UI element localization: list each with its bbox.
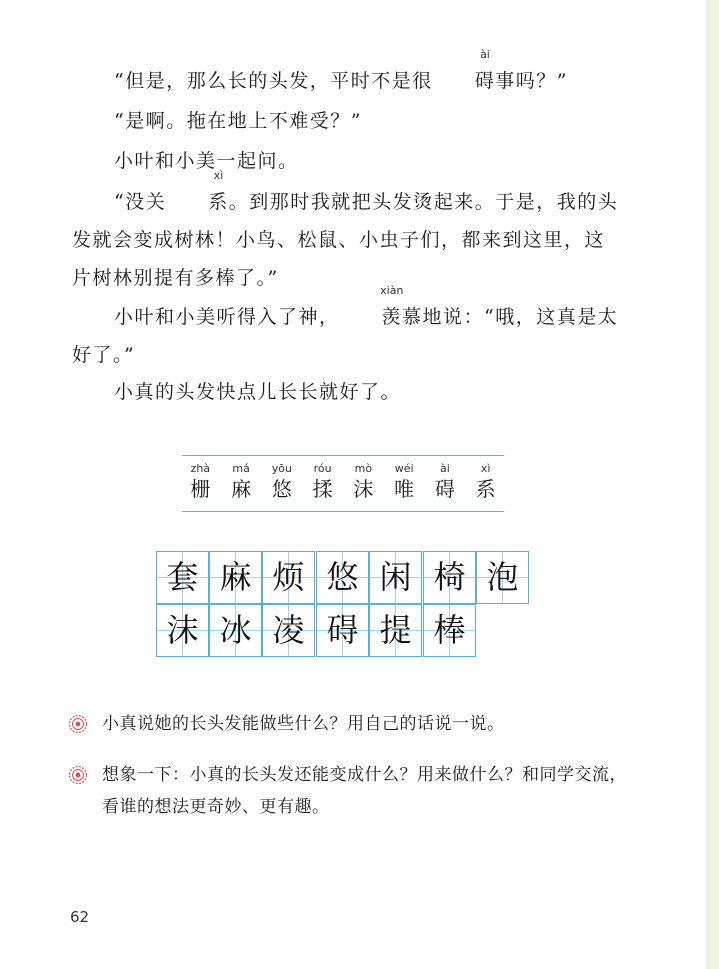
annotated-char: 碍 <box>474 70 496 92</box>
grid-char-cell: 棒 <box>423 604 476 657</box>
vocab-item <box>345 462 382 502</box>
vocab-item <box>304 462 341 502</box>
grid-char-cell: 椅 <box>423 551 476 604</box>
annotated-char: 系 <box>208 191 229 213</box>
vocab-item <box>223 462 260 502</box>
annotated-char: 羡 <box>381 306 403 328</box>
vocab-item <box>182 462 219 502</box>
vocab-item <box>467 462 504 502</box>
grid-char-cell: 凌 <box>262 604 315 657</box>
paragraph-5-text-a: 小叶和小美听得入了神， <box>114 306 340 328</box>
vocab-pinyin: zhà <box>190 462 211 475</box>
grid-char-cell: 麻 <box>209 551 262 604</box>
question-text: 小真说她的长头发能做些什么？用自己的话说一说。 <box>102 714 505 734</box>
ruby-ai <box>433 48 496 100</box>
vocab-bottom-rule <box>182 511 504 512</box>
grid-char-cell: 冰 <box>209 604 262 657</box>
question-2 <box>68 759 628 823</box>
paragraph-1 <box>72 48 622 100</box>
vocab-char: 悠 <box>271 477 292 501</box>
paragraph-6: 小真的头发快点儿长长就好了。 <box>114 381 402 403</box>
writing-grid-row-2 <box>156 604 530 658</box>
grid-char-cell: 提 <box>369 604 422 657</box>
paragraph-4-text-a: “没关 <box>114 191 167 213</box>
ruby-xian <box>340 284 404 336</box>
paragraph-1-text-b: 事吗？” <box>495 70 568 92</box>
vocab-char: 唯 <box>394 477 415 501</box>
paragraph-2: “是啊。拖在地上不难受？” <box>114 110 362 132</box>
paragraph-5-text-b: 慕地说：“哦，这真是太好了。” <box>72 306 619 366</box>
vocab-pinyin: má <box>232 462 250 475</box>
grid-char-cell: 烦 <box>262 551 315 604</box>
grid-char-cell: 套 <box>156 551 209 604</box>
vocab-item <box>264 462 301 502</box>
flower-bullet-icon <box>68 714 88 734</box>
paragraph-4 <box>72 169 622 297</box>
grid-char-cell: 闲 <box>369 551 422 604</box>
pinyin-annotation: ài <box>480 48 490 61</box>
vocab-top-rule <box>182 455 504 456</box>
vocab-pinyin: yōu <box>271 462 292 475</box>
vocab-char: 系 <box>475 477 496 501</box>
paragraph-3: 小叶和小美一起问。 <box>114 150 299 172</box>
vocab-item <box>427 462 464 502</box>
question-text: 想象一下：小真的长头发还能变成什么？用来做什么？和同学交流，看谁的想法更奇妙、更有趣。 <box>102 765 627 817</box>
vocab-pinyin: róu <box>313 462 332 475</box>
grid-char-cell: 碍 <box>316 604 369 657</box>
vocab-char: 栅 <box>190 477 211 501</box>
flower-bullet-icon <box>68 765 88 785</box>
pinyin-annotation: xiàn <box>380 284 404 297</box>
vocab-char: 碍 <box>434 477 455 501</box>
vocab-item <box>386 462 423 502</box>
grid-char-cell: 悠 <box>316 551 369 604</box>
vocab-char: 揉 <box>312 477 333 501</box>
vocab-char: 麻 <box>231 477 252 501</box>
writing-grid-row-1 <box>156 551 530 605</box>
question-1 <box>68 708 628 740</box>
paragraph-5 <box>72 284 622 374</box>
vocab-char: 沫 <box>353 477 374 501</box>
page-edge-strip <box>706 0 719 969</box>
vocab-pinyin: ài <box>439 462 450 475</box>
vocab-pinyin: mò <box>354 462 373 475</box>
grid-char-cell: 泡 <box>476 551 529 604</box>
ruby-xi <box>166 169 229 221</box>
pinyin-annotation: xì <box>213 169 224 182</box>
paragraph-1-text-a: “但是，那么长的头发，平时不是很 <box>114 70 433 92</box>
grid-char-cell: 沫 <box>156 604 209 657</box>
vocab-list <box>182 462 504 502</box>
page-number: 62 <box>70 908 90 926</box>
paragraph-4-text-b: 。到那时我就把头发烫起来。于是，我的头发就会变成树林！小鸟、松鼠、小虫子们，都来到这里，这片树林别提有多棒了。” <box>72 191 619 289</box>
vocab-pinyin: wéi <box>394 462 414 475</box>
vocab-pinyin: xì <box>480 462 491 475</box>
